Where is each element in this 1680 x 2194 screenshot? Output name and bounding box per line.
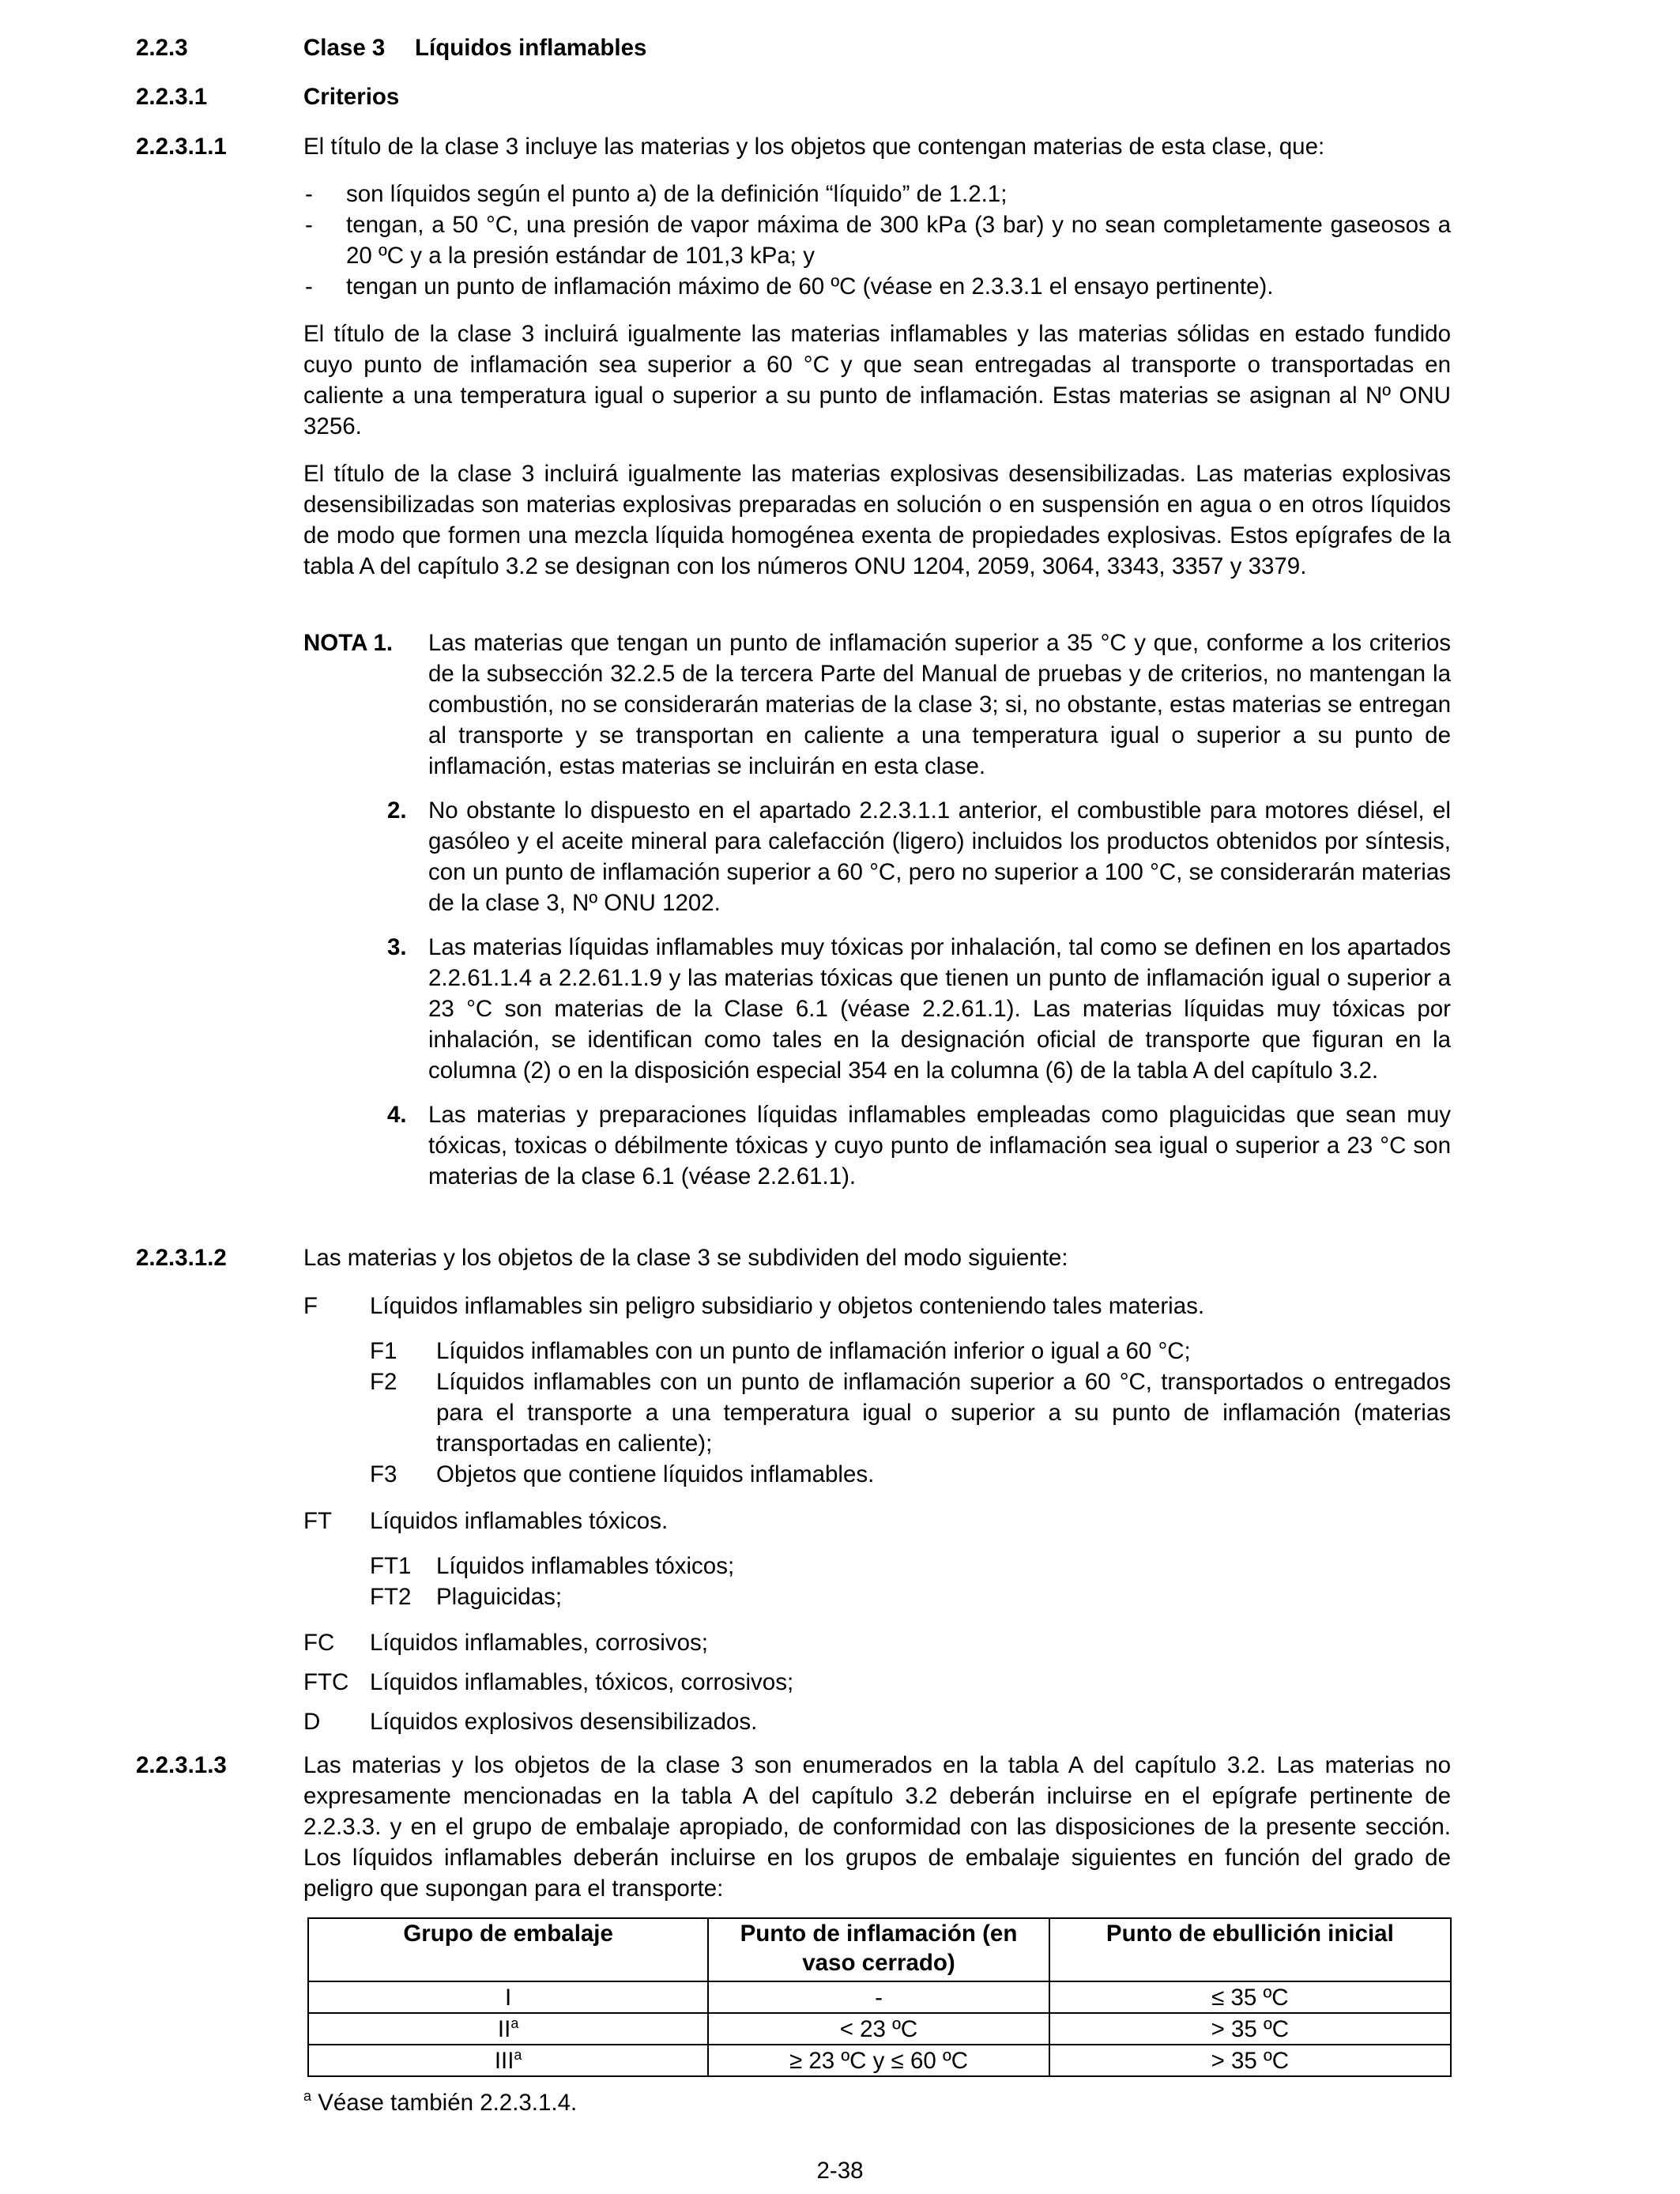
note-number: 4. xyxy=(387,1102,407,1128)
table-cell xyxy=(308,2013,708,2045)
paragraph: Las materias y los objetos de la clase 3 son enumerados en la tabla A del capítulo 3.2. Las materias no expresamente mencionadas en la tabla A del capítulo 3.2 deberán incluirse en el epígrafe pertinente de 2.2.3.3. y en el grupo de embalaje apropiado, de conformidad con las disposiciones de la presente sección. Los líquidos inflamables deberán incluirse en los grupos de embalaje siguientes en función del grado de peligro que supongan para el transporte: xyxy=(303,1752,1451,1902)
column-header: Punto de ebullición inicial xyxy=(1049,1918,1451,1981)
classification-code: F3 xyxy=(370,1461,397,1487)
classification-item xyxy=(303,1706,1451,1737)
cell-text: III xyxy=(494,2047,514,2074)
classification-code: FTC xyxy=(303,1669,349,1695)
classification-item xyxy=(303,1581,1451,1612)
classification-text: Líquidos inflamables, tóxicos, corrosivos; xyxy=(370,1669,794,1695)
paragraph: El título de la clase 3 incluirá igualmente las materias inflamables y las materias sólidas en estado fundido cuyo punto de inflamación sea superior a 60 °C y que sean entregadas al transporte o transportadas en caliente a una temperatura igual o superior a su punto de inflamación. Estas materias se asignan al Nº ONU 3256. xyxy=(303,321,1451,439)
paragraph-number: 2.2.3.1.1 xyxy=(136,134,227,160)
cell-text: I xyxy=(505,1984,512,2011)
note-label: NOTA 1. xyxy=(303,630,394,656)
sub-classification-group xyxy=(303,1336,1451,1490)
list-item-text: tengan, a 50 °C, una presión de vapor máxima de 300 kPa (3 bar) y no sean completamente gaseosos a 20 ºC y a la presión estándar de 101,3 kPa; y xyxy=(346,212,1451,269)
table-cell: ≥ 23 ºC y ≤ 60 ºC xyxy=(708,2045,1049,2076)
classification-code: F xyxy=(303,1293,318,1319)
classification-text: Plaguicidas; xyxy=(436,1584,563,1610)
classification-code: FT xyxy=(303,1508,333,1534)
footnote-text: Véase también 2.2.3.1.4. xyxy=(311,2090,578,2116)
footnote-mark: a xyxy=(510,2015,519,2031)
note-text: Las materias que tengan un punto de inflamación superior a 35 °C y que, conforme a los criterios de la subsección 32.2.5 de la tercera Parte del Manual de pruebas y de criterios, no mantengan la combustión, no se considerarán materias de la clase 3; si, no obstante, estas materias se entregan al transporte y se transportan en caliente a una temperatura igual o superior a su punto de inflamación, estas materias se incluirán en esta clase. xyxy=(428,630,1451,779)
list-item-text: tengan un punto de inflamación máximo de 60 ºC (véase en 2.3.3.1 el ensayo pertinente). xyxy=(346,273,1274,300)
bullet-dash: - xyxy=(305,181,313,207)
classification-code: F2 xyxy=(370,1369,397,1395)
note-text: Las materias y preparaciones líquidas inflamables empleadas como plaguicidas que sean muy tóxicas, toxicas o débilmente tóxicas y cuyo punto de inflamación sea igual o superior a 23 °C son materias de la clase 6.1 (véase 2.2.61.1). xyxy=(428,1102,1451,1189)
table-cell: > 35 ºC xyxy=(1049,2045,1451,2076)
criteria-list xyxy=(303,179,1451,302)
table-row xyxy=(308,1981,1451,2013)
list-item xyxy=(303,271,1451,302)
paragraph-intro: Las materias y los objetos de la clase 3 se subdividen del modo siguiente: xyxy=(303,1245,1068,1271)
classification-text: Líquidos explosivos desensibilizados. xyxy=(370,1709,758,1735)
notes-block xyxy=(303,628,1451,1192)
note-item xyxy=(303,1099,1451,1192)
classification-code: FT1 xyxy=(370,1553,412,1579)
footnote-mark: a xyxy=(303,2088,312,2104)
note-item xyxy=(303,932,1451,1086)
classification-text: Líquidos inflamables tóxicos; xyxy=(436,1553,735,1579)
classification-item xyxy=(303,1627,1451,1658)
page-number: 2-38 xyxy=(816,2158,864,2184)
table-row xyxy=(308,2045,1451,2076)
list-item-text: son líquidos según el punto a) de la definición “líquido” de 1.2.1; xyxy=(346,181,1008,207)
note-number: 2. xyxy=(387,797,407,824)
packing-group-table xyxy=(307,1917,1452,2077)
classification-item xyxy=(303,1291,1451,1321)
note-item xyxy=(303,795,1451,918)
classification-code: F1 xyxy=(370,1338,397,1364)
classification-item xyxy=(303,1506,1451,1536)
table-footnote xyxy=(303,2087,577,2118)
bullet-dash: - xyxy=(305,212,313,238)
table-cell: - xyxy=(708,1981,1049,2013)
classification-text: Líquidos inflamables con un punto de inflamación inferior o igual a 60 °C; xyxy=(436,1338,1191,1364)
classification-text: Líquidos inflamables, corrosivos; xyxy=(370,1630,708,1656)
table-cell: > 35 ºC xyxy=(1049,2013,1451,2045)
classification-item xyxy=(303,1551,1451,1581)
section-number: 2.2.3 xyxy=(136,35,188,61)
classification-code: FT2 xyxy=(370,1584,412,1610)
list-item xyxy=(303,209,1451,271)
sub-classification-group xyxy=(303,1551,1451,1612)
paragraph: El título de la clase 3 incluirá igualmente las materias explosivas desensibilizadas. Las materias explosivas desensibilizadas son materias explosivas preparadas en solución o en suspensión en agua o en otros líquidos de modo que formen una mezcla líquida homogénea exenta de propiedades explosivas. Estos epígrafes de la tabla A del capítulo 3.2 se designan con los números ONU 1204, 2059, 3064, 3343, 3357 y 3379. xyxy=(303,461,1451,579)
classification-text: Líquidos inflamables sin peligro subsidiario y objetos conteniendo tales materias. xyxy=(370,1293,1205,1319)
note-text: Las materias líquidas inflamables muy tóxicas por inhalación, tal como se definen en los apartados 2.2.61.1.4 a 2.2.61.1.9 y las materias tóxicas que tienen un punto de inflamación igual o superior a 23 °C son materias de la Clase 6.1 (véase 2.2.61.1). Las materias líquidas muy tóxicas por inhalación, se identifican como tales en la designación oficial de transporte que figuran en la columna (2) o en la disposición especial 354 en la columna (6) de la tabla A del capítulo 3.2. xyxy=(428,934,1451,1084)
paragraph-number: 2.2.3.1.2 xyxy=(136,1245,227,1271)
table-row xyxy=(308,2013,1451,2045)
footnote-mark: a xyxy=(514,2046,522,2063)
classification-item xyxy=(303,1367,1451,1459)
classification-item xyxy=(303,1336,1451,1367)
note-text: No obstante lo dispuesto en el apartado 2.2.3.1.1 anterior, el combustible para motores diésel, el gasóleo y el aceite mineral para calefacción (ligero) incluidos los productos obtenidos por síntesis, con un punto de inflamación superior a 60 °C, pero no superior a 100 °C, se considerarán materias de la clase 3, Nº ONU 1202. xyxy=(428,797,1451,916)
classification-code: D xyxy=(303,1709,321,1735)
subsection-title: Criterios xyxy=(303,84,400,110)
bullet-dash: - xyxy=(305,273,313,300)
paragraph-number: 2.2.3.1.3 xyxy=(136,1752,227,1778)
table-header-row xyxy=(308,1918,1451,1981)
column-header: Punto de inflamación (en vaso cerrado) xyxy=(708,1918,1049,1981)
list-item xyxy=(303,179,1451,209)
note-item xyxy=(303,628,1451,782)
section-title: Clase 3 Líquidos inflamables xyxy=(303,35,647,61)
column-header: Grupo de embalaje xyxy=(308,1918,708,1981)
classification-text: Líquidos inflamables con un punto de inflamación superior a 60 °C, transportados o entregados para el transporte a una temperatura igual o superior a su punto de inflamación (materias transportadas en caliente); xyxy=(436,1369,1451,1457)
table-cell xyxy=(308,2045,708,2076)
subsection-number: 2.2.3.1 xyxy=(136,84,208,110)
classification-code: FC xyxy=(303,1630,335,1656)
classification-item xyxy=(303,1459,1451,1490)
classification-item xyxy=(303,1667,1451,1698)
paragraph-intro: El título de la clase 3 incluye las materias y los objetos que contengan materias de esta clase, que: xyxy=(303,134,1325,160)
cell-text: II xyxy=(497,2015,511,2042)
classification-text: Objetos que contiene líquidos inflamables. xyxy=(436,1461,875,1487)
table-cell xyxy=(308,1981,708,2013)
table-cell: ≤ 35 ºC xyxy=(1049,1981,1451,2013)
table-cell: < 23 ºC xyxy=(708,2013,1049,2045)
note-number: 3. xyxy=(387,934,407,960)
classification-list xyxy=(303,1291,1451,1737)
classification-text: Líquidos inflamables tóxicos. xyxy=(370,1508,669,1534)
